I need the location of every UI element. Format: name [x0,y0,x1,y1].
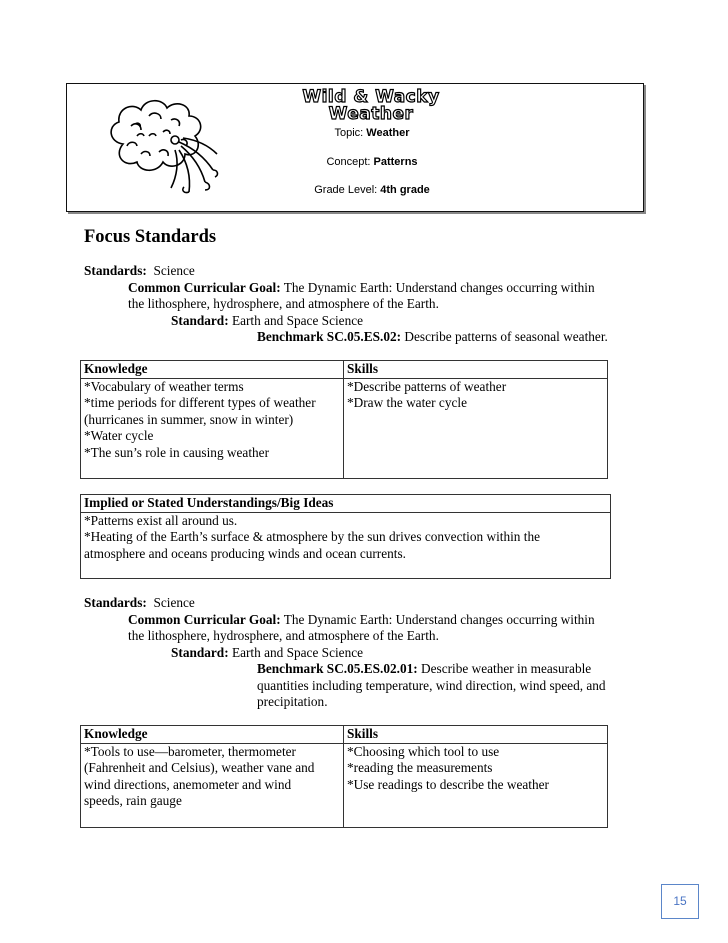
knowledge-cell: *Vocabulary of weather terms *time periods for different types of weather (hurricanes in summer, snow in winter) *Water cycle *The sun’s role in causing weather [81,378,344,478]
standards-block-2: Standards: Science Common Curricular Goal: The Dynamic Earth: Understand changes occurring within the lithosphere, hydrosphere, and atmosphere of the Earth. Standard: Earth and Space Science Benchmark SC.05.ES.02.01: Describe weather in measurable quantities including temperature, wind direction, wind speed, and precipitation. [84,595,606,709]
wind-blowing-cloud-icon [101,96,219,198]
topic-line: Topic: Weather [334,127,410,139]
big-ideas-header: Implied or Stated Understandings/Big Ideas [81,495,611,513]
skills-cell: *Describe patterns of weather *Draw the water cycle [344,378,608,478]
worksheet-title: Wild & Wacky Weather [302,87,440,124]
knowledge-header: Knowledge [81,726,344,744]
big-ideas-cell: *Patterns exist all around us. *Heating of the Earth’s surface & atmosphere by the sun drives convection within the atmosphere and oceans producing winds and ocean currents. [81,512,611,578]
knowledge-header: Knowledge [81,361,344,379]
standards-block-1: Standards: Science Common Curricular Goal: The Dynamic Earth: Understand changes occurring within the lithosphere, hydrosphere, and atmosphere of the Earth. Standard: Earth and Space Science Benchmark SC.05.ES.02: Describe patterns of seasonal weather. [84,263,608,344]
big-ideas-table [80,494,611,579]
page-number: 15 [661,884,699,919]
concept-line: Concept: Patterns [326,156,418,168]
knowledge-skills-table-2 [80,725,608,828]
grade-level-line: Grade Level: 4th grade [314,184,430,196]
skills-header: Skills [344,726,608,744]
focus-standards-heading: Focus Standards [84,227,217,247]
skills-cell: *Choosing which tool to use *reading the measurements *Use readings to describe the weather [344,743,608,827]
knowledge-cell: *Tools to use—barometer, thermometer (Fahrenheit and Celsius), weather vane and wind directions, anemometer and wind speeds, rain gauge [81,743,344,827]
skills-header: Skills [344,361,608,379]
knowledge-skills-table-1 [80,360,608,479]
lesson-header [66,83,644,212]
